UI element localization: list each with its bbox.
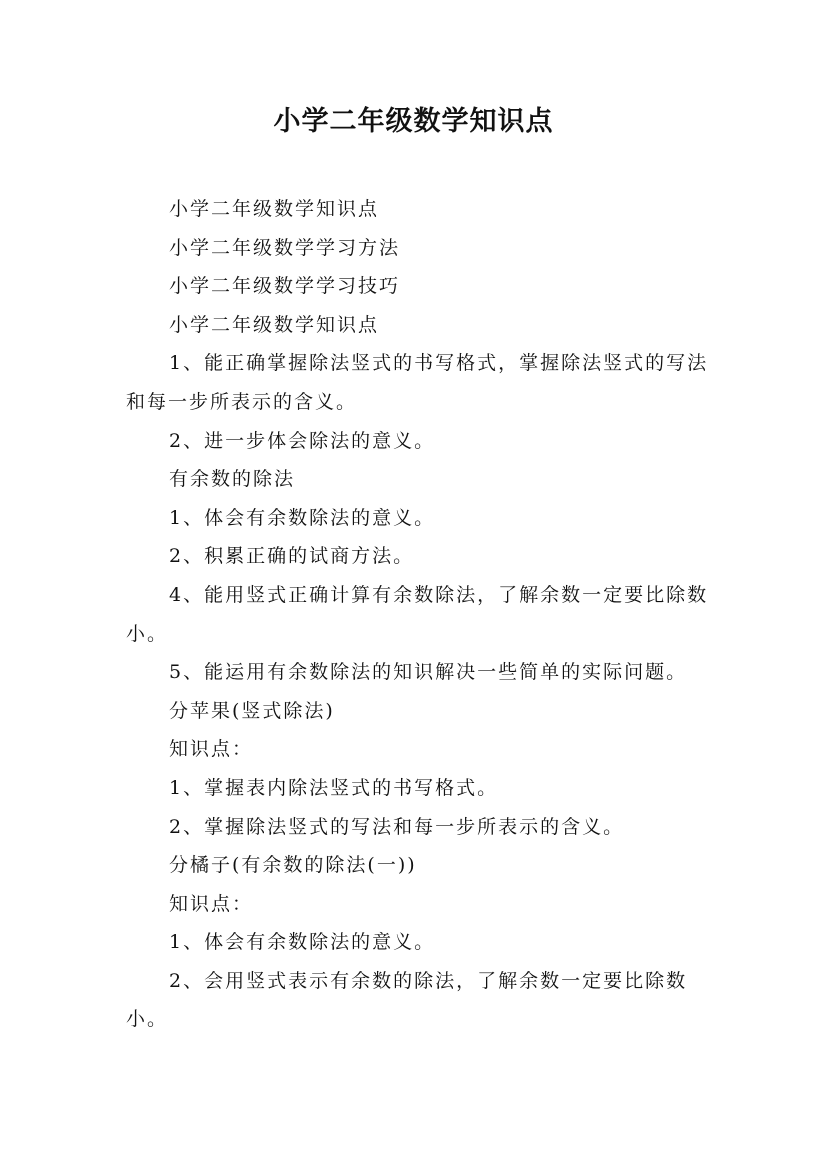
paragraph: 2、会用竖式表示有余数的除法，了解余数一定要比除数小。 <box>126 969 688 1031</box>
paragraph: 2、掌握除法竖式的写法和每一步所表示的含义。 <box>169 815 625 838</box>
document-body <box>126 190 716 1039</box>
paragraph: 1、体会有余数除法的意义。 <box>169 506 436 529</box>
paragraph: 5、能运用有余数除法的知识解决一些简单的实际问题。 <box>169 661 688 684</box>
paragraph: 知识点： <box>169 892 254 915</box>
paragraph: 1、能正确掌握除法竖式的书写格式，掌握除法竖式的写法和每一步所表示的含义。 <box>126 352 709 413</box>
paragraph: 4、能用竖式正确计算有余数除法，了解余数一定要比除数小。 <box>126 583 709 645</box>
paragraph: 1、体会有余数除法的意义。 <box>169 931 436 954</box>
paragraph: 小学二年级数学学习技巧 <box>169 275 401 298</box>
paragraph: 小学二年级数学知识点 <box>169 198 380 220</box>
paragraph: 分橘子(有余数的除法(一)) <box>169 854 417 877</box>
paragraph: 2、积累正确的试商方法。 <box>169 545 415 568</box>
paragraph: 知识点： <box>169 738 254 761</box>
document-title: 小学二年级数学知识点 <box>273 106 554 137</box>
paragraph: 有余数的除法 <box>169 468 296 491</box>
paragraph: 小学二年级数学学习方法 <box>169 236 401 259</box>
paragraph: 2、进一步体会除法的意义。 <box>169 429 436 452</box>
paragraph: 1、掌握表内除法竖式的书写格式。 <box>169 776 499 799</box>
paragraph: 小学二年级数学知识点 <box>169 313 380 336</box>
paragraph: 分苹果(竖式除法) <box>169 699 335 722</box>
